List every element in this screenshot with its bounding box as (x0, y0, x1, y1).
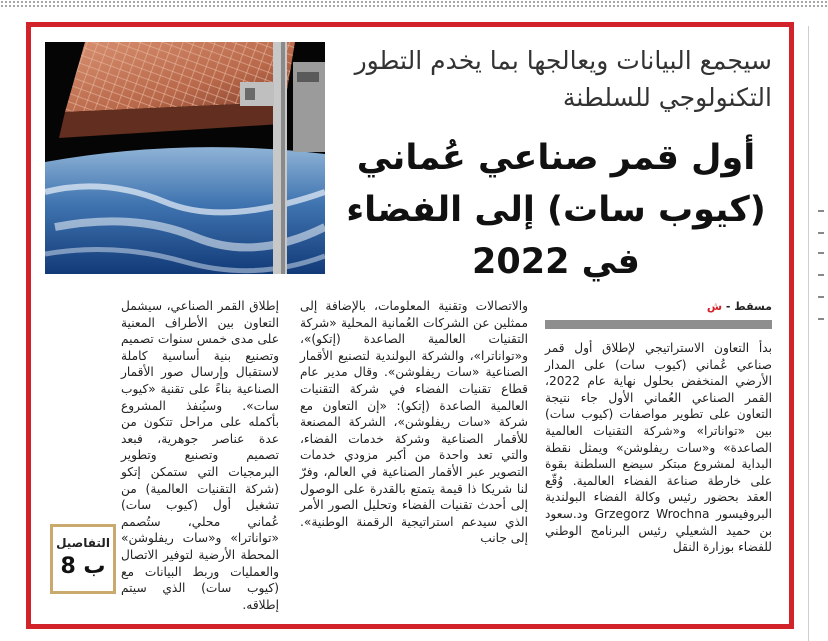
margin-tick (818, 318, 824, 320)
margin-tick (818, 296, 824, 298)
byline-place: مسقط - (725, 300, 772, 313)
article-paragraph: والاتصالات وتقنية المعلومات، بالإضافة إلى ممثلين عن الشركات العُمانية المحلية «شركة التقنيات العالمية الصاعدة (إتكو)»، و«تواناترا»، والشركة البولندية لتصنيع الأقمار الصناعية «سات ريفلوشن». وقال مدير عام قطاع تقنيات الفضاء في شركة التقنيات العالمية الصاعدة (إتكو): «إن التعاون مع شركة «سات ريفلوشن»، الشركة المصنعة للأقمار الصناعية وشركة خدمات الفضاء، والتي تعد واحدة من أكبر مزودي خدمات التصوير عبر الأقمار الصناعية في العالم، وفرّ لنا شريكا ذا قيمة يتمتع بالقدرة على الوصول إلى أحدث تقنيات الفضاء وتحليل الصور الأمر الذي سيدعم استراتيجية الرقمنة الوطنية». إلى جانب (300, 299, 528, 546)
article-kicker: سيجمع البيانات ويعالجها بما يخدم التطور التكنولوجي للسلطنة (354, 46, 772, 112)
margin-tick (818, 274, 824, 276)
details-box[interactable] (50, 524, 116, 594)
article-column-1 (545, 340, 772, 556)
details-label: التفاصيل (56, 536, 110, 550)
column-divider (808, 26, 809, 641)
margin-tick (818, 232, 824, 234)
byline-text (707, 300, 772, 313)
byline-bar (545, 320, 772, 329)
byline (545, 300, 772, 330)
article-paragraph: بدأ التعاون الاستراتيجي لإطلاق أول قمر صناعي عُماني (كيوب سات) على المدار الأرضي المنخفض بحلول نهاية عام 2022، القمر الصناعي العُماني الأول جاء نتيجة التعاون على تطوير مواصفات (كيوب سات) بين «تواناترا» و«شركة التقنيات العالمية الصاعدة» و«سات ريفلوشن» ويمثل نقطة البداية لمشروع مبتكر سيضع السلطنة بقوة على خارطة صناعة الفضاء العالمية. وُقّع العقد بحضور رئيس وكالة الفضاء البولندية البروفيسور Grzegorz Wrochna ود.سعود بن حميد الشعيلي رئيس البرنامج الوطني للفضاء بوزارة النقل (545, 341, 772, 555)
article-paragraph: إطلاق القمر الصناعي، سيشمل التعاون بين الأطراف المعنية على مدى خمس سنوات تصميم وتصنيع بنية أساسية كاملة لاستقبال وإرسال صور الأقمار الصناعية بناءً على تقنية «كيوب سات». وسيُنفذ المشروع بأكمله على مراحل تتكون من عدة عناصر جوهرية، فبعد تصميم وتصنيع وتطوير البرمجيات التي ستمكن إتكو (شركة التقنيات العالمية) من تشغيل أول (كيوب سات) عُماني محلي، ستُصمم «تواناترا» و«سات ريفلوشن» المحطة الأرضية لتوفير الاتصال والعمليات وربط البيانات مع (كيوب سات) الذي سيتم إطلاقه. (45, 298, 279, 613)
article-column-2 (300, 298, 528, 547)
article-headline: أول قمر صناعي عُماني (كيوب سات) إلى الفضاء في 2022 (346, 138, 766, 282)
space-station-photo (45, 42, 325, 274)
byline-source: ش (706, 300, 723, 313)
top-dotted-rule (0, 0, 828, 8)
margin-tick (818, 210, 824, 212)
margin-tick (818, 252, 824, 254)
details-page-ref: ب 8 (60, 554, 106, 579)
